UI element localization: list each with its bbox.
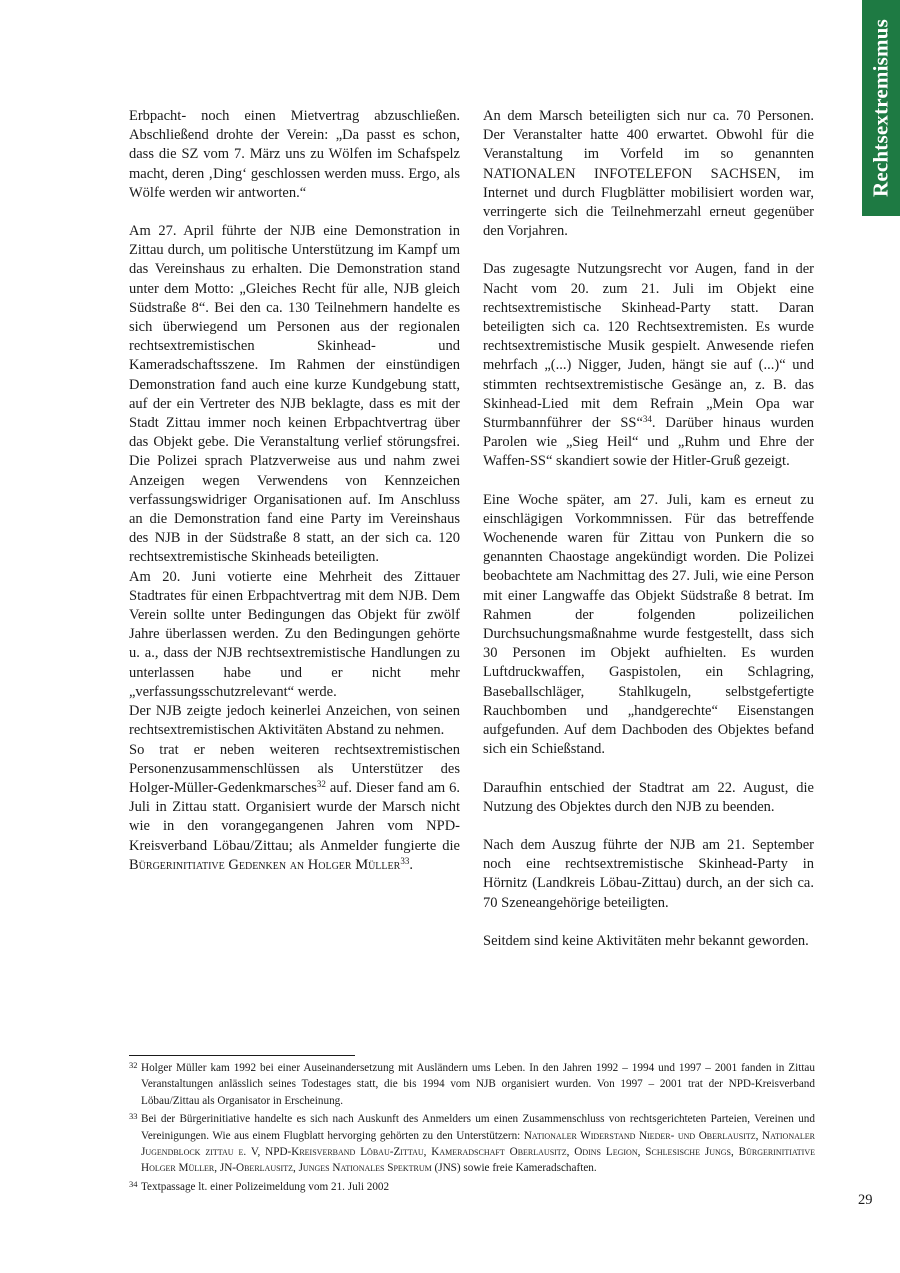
paragraph: Erbpacht- noch einen Mietvertrag abzuschließen. Abschließend drohte der Verein: „Da passt es schon, dass die SZ vom 7. März uns zu Wölfen im Schafspelz macht, deren ‚Ding‘ geschlossen werden muss. Ergo, als Wölfe werden wir antworten.“: [129, 108, 460, 201]
paragraph: Der NJB zeigte jedoch keinerlei Anzeichen, von seinen rechtsextremistischen Aktivitäten Abstand zu nehmen.: [129, 703, 460, 739]
section-tab-label: Rechtsextremismus: [868, 19, 893, 197]
paragraph: Nach dem Auszug führte der NJB am 21. September noch eine rechtsextremistische Skinhead-Party in Hörnitz (Landkreis Löbau-Zittau) durch, an der sich ca. 70 Szeneangehörige beteiligten.: [483, 836, 814, 911]
footnote-ref: 33: [400, 855, 410, 866]
footnote-number: 32: [129, 1060, 138, 1070]
paragraph-text: So trat er neben weiteren rechtsextremistischen Personenzusammenschlüssen als Unterstützer des Holger-Müller-Gedenkmarsches: [129, 741, 460, 796]
footnote: [129, 1060, 815, 1109]
footnote: [129, 1179, 815, 1195]
footnote-text: Holger Müller kam 1992 bei einer Auseinandersetzung mit Ausländern ums Leben. In den Jahren 1992 – 1994 und 1997 – 2001 fanden in Zittau Veranstaltungen anlässlich seines Todestages statt, die bis 1994 vom NJB organisiert wurden. Von 1997 – 2001 trat der NPD-Kreisverband Löbau/Zittau als Organisator in Erscheinung.: [141, 1062, 815, 1107]
footnote-ref: 32: [316, 778, 326, 789]
left-column: [129, 107, 460, 875]
paragraph: [483, 260, 814, 471]
footnote-ref: 34: [642, 414, 652, 425]
footnote: [129, 1111, 815, 1177]
footnote-number: 34: [129, 1178, 138, 1189]
footnote-number: 33: [129, 1111, 138, 1122]
footnote-text: Textpassage lt. einer Polizeimeldung vom 21. Juli 2002: [141, 1180, 390, 1193]
paragraph: An dem Marsch beteiligten sich nur ca. 70 Personen. Der Veranstalter hatte 400 erwartet. Obwohl für die Veranstaltung im Vorfeld im so genannten NATIONALEN INFOTELEFON SACHSEN, im Internet und durch Flugblätter mobilisiert worden war, verringerte sich die Teilnehmerzahl erneut gegenüber den Vorjahren.: [483, 108, 814, 240]
organisation-name: Bürgerinitiative Gedenken an Holger Müller: [129, 856, 401, 873]
paragraph: Daraufhin entschied der Stadtrat am 22. August, die Nutzung des Objektes durch den NJB zu beenden.: [483, 779, 814, 815]
footnote-divider: [129, 1055, 355, 1056]
footnote-text: (JNS) sowie freie Kameradschaften.: [431, 1162, 597, 1175]
paragraph: Am 20. Juni votierte eine Mehrheit des Zittauer Stadtrates für einen Erbpachtvertrag mit dem NJB. Dem Verein sollte unter Bedingungen das Objekt für zwölf Jahre überlassen werden. Zu den Bedingungen gehörte u. a., dass der NJB rechtsextremistische Handlungen zu unterlassen habe und er nicht mehr „verfassungsschutzrelevant“ werde.: [129, 568, 460, 700]
footnotes: [129, 1060, 815, 1197]
paragraph-text: . Darüber hinaus wurden Parolen wie „Sieg Heil“ und „Ruhm und Ehre der Waffen-SS“ skandiert sowie der Hitler-Gruß gezeigt.: [483, 415, 815, 470]
paragraph: Am 27. April führte der NJB eine Demonstration in Zittau durch, um politische Unterstützung im Kampf um das Vereinshaus zu erhalten. Die Demonstration stand unter dem Motto: „Gleiches Recht für alle, NJB gleich Südstraße 8“. Bei den ca. 130 Teilnehmern handelte es sich überwiegend um Personen aus der regionalen rechtsextremistischen Skinhead- und Kameradschaftsszene. Im Rahmen der einstündigen Demonstration fand auch eine kurze Kundgebung statt, auf der ein Vertreter des NJB beklagte, dass es mit der Stadt Zittau immer noch keinen Erbpachtvertrag über das Objekt gebe. Die Veranstaltung verlief störungsfrei. Die Polizei sprach Platzverweise aus und nahm zwei Anzeigen wegen Verwendens von Kennzeichen verfassungswidriger Organisationen auf. Im Anschluss an die Demonstration fand eine Party im Vereinshaus des NJB in der Südstraße 8 statt, an der sich ca. 120 rechtsextremistische Skinheads beteiligten.: [129, 223, 460, 566]
organisation-list: Nationaler Widerstand Nieder- und Oberlausitz, Nationaler Jugendblock zittau e. V, NPD-Kreisverband Löbau-Zittau, Kameradschaft Oberlausitz, Odins Legion, Schlesische Jungs, Bürgerinitiative Holger Müller, JN-Oberlausitz, Junges Nationales Spektrum: [141, 1129, 815, 1175]
footnote-text: Bei der Bürgerinitiative handelte es sich nach Auskunft des Anmelders um einen Zusammenschluss von rechtsgerichteten Parteien, Vereinen und Vereinigungen. Wie aus einem Flugblatt hervorging gehörten zu den Unterstützern:: [141, 1113, 815, 1142]
paragraph-text: auf. Dieser fand am 6. Juli in Zittau statt. Organisiert wurde der Marsch nicht wie in den vorangegangenen Jahren vom NPD-Kreisverband Löbau/Zittau; als Anmelder fungierte die: [129, 779, 460, 854]
paragraph-text: Das zugesagte Nutzungsrecht vor Augen, fand in der Nacht vom 20. zum 21. Juli im Objekt eine rechtsextremistische Skinhead-Party statt. Daran beteiligten sich ca. 120 Rechtsextremisten. Es wurde rechtsextremistische Musik gespielt. Anwesende riefen mehrfach „(...) Nigger, Juden, hängt sie auf (...)“ und stimmten rechtsextremistische Gesänge an, z. B. das Skinhead-Lied mit dem Refrain „Mein Opa war Sturmbannführer der SS“: [483, 261, 814, 432]
paragraph-text: .: [409, 856, 413, 873]
paragraph: Seitdem sind keine Aktivitäten mehr bekannt geworden.: [483, 932, 809, 949]
right-column: [483, 107, 814, 951]
paragraph: Eine Woche später, am 27. Juli, kam es erneut zu einschlägigen Vorkommnissen. Für das betreffende Wochenende waren für Zittau von Punkern die so genannten Chaostage angekündigt worden. Die Polizei beobachtete am Nachmittag des 27. Juli, wie eine Person mit einer Langwaffe das Objekt Südstraße 8 betrat. Im Rahmen der folgenden polizeilichen Durchsuchungsmaßnahme wurde festgestellt, dass sich 30 Personen im Objekt aufhielten. Es wurden Luftdruckwaffen, Gaspistolen, ein Schlagring, Baseballschläger, Stahlkugeln, selbstgefertigte Rauchbomben und „handgerechte“ Eisenstangen aufgefunden. Auf dem Dachboden des Objektes befand sich ein Schießstand.: [483, 491, 814, 758]
paragraph: [129, 741, 460, 875]
page-number: 29: [858, 1192, 873, 1208]
section-tab: [862, 0, 900, 216]
